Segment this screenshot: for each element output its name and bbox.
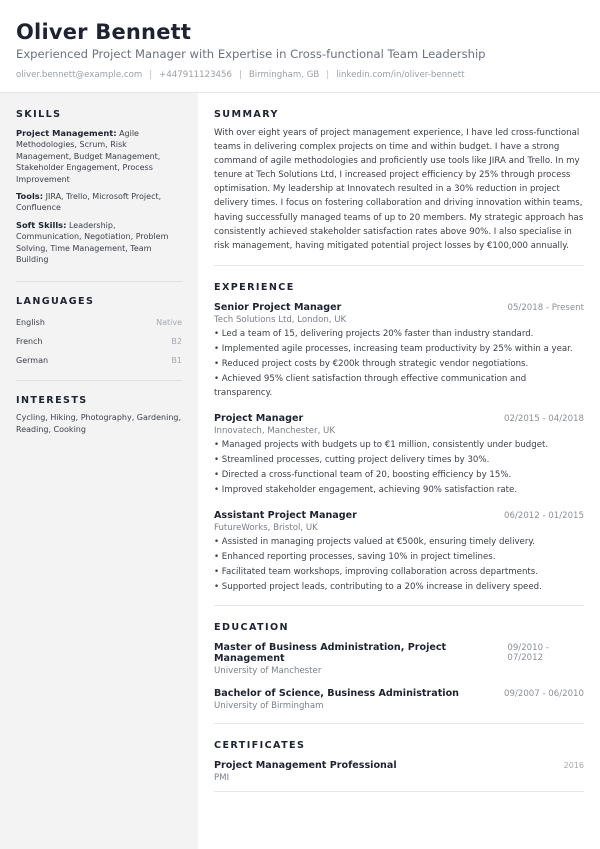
sidebar <box>0 93 198 849</box>
language-level: B1 <box>171 356 182 366</box>
skill-group-text: Agile Methodologies, Scrum, Risk Management, Budget Management, Stakeholder Engagement, Process Improvement <box>16 129 161 184</box>
languages-heading: LANGUAGES <box>16 296 95 308</box>
degree-title: Bachelor of Science, Business Administration <box>214 687 459 699</box>
skill-group-label: Project Management: <box>16 128 117 138</box>
job-bullet: • Streamlined processes, cutting project delivery times by 30%. <box>214 455 490 466</box>
job-company: Innovatech, Manchester, UK <box>214 426 335 437</box>
experience-section <box>214 266 584 606</box>
job-bullet: • Supported project leads, contributing to a 20% increase in delivery speed. <box>214 581 542 592</box>
education-entry <box>214 688 584 711</box>
certificates-section <box>214 724 584 792</box>
skills-heading: SKILLS <box>16 109 62 120</box>
job-entry <box>214 413 584 498</box>
job-bullet: • Facilitated team workshops, improving collaboration across departments. <box>214 566 538 577</box>
candidate-headline: Experienced Project Manager with Expertise in Cross-functional Team Leadership <box>16 47 486 61</box>
job-bullet: • Managed projects with budgets up to €1 million, consistently under budget. <box>214 440 549 451</box>
skill-group-text: Leadership, Communication, Negotiation, Problem Solving, Time Management, Team Building <box>16 220 169 265</box>
language-row <box>16 313 182 332</box>
language-name: German <box>16 356 49 366</box>
skills-section <box>16 93 182 282</box>
language-level: B2 <box>171 337 182 347</box>
job-date: 05/2018 - Present <box>507 302 584 313</box>
skill-group <box>16 220 182 266</box>
job-bullets <box>214 535 584 595</box>
summary-text: With over eight years of project management experience, I have led cross-functional teams in delivering complex projects on time and within budget. I have a strong command of agile methodologies and proficiently use tools like JIRA and Trello. In my tenure at Tech Solutions Ltd, I increased project efficiency by 25% through process optimisation. My leadership at Innovatech resulted in a 30% reduction in project delivery times. I focus on fostering collaboration and driving innovation within teams, having successfully managed teams of up to 20 members. My strategic approach has consistently achieved stakeholder satisfaction rates above 90%. I also specialise in risk management, having mitigated potential project losses by €100,000 annually. <box>214 128 584 251</box>
education-heading: EDUCATION <box>214 621 289 633</box>
job-entry <box>214 510 584 595</box>
job-company: Tech Solutions Ltd, London, UK <box>214 314 347 325</box>
contact-line <box>16 70 584 80</box>
job-title: Senior Project Manager <box>214 301 342 313</box>
job-bullet: • Reduced project costs by €200k through strategic vendor negotiations. <box>214 358 529 369</box>
job-date: 02/2015 - 04/2018 <box>504 414 584 425</box>
contact-linkedin[interactable]: linkedin.com/in/oliver-bennett <box>336 70 465 80</box>
certificates-heading: CERTIFICATES <box>214 739 306 751</box>
skill-group-label: Soft Skills: <box>16 219 67 230</box>
job-bullet: • Improved stakeholder engagement, achieving 90% satisfaction rate. <box>214 485 518 496</box>
main-content <box>198 93 600 849</box>
certificate-issuer: PMI <box>214 772 230 783</box>
job-bullet: • Achieved 95% client satisfaction through effective communication and transparency. <box>214 373 527 399</box>
contact-separator: | <box>149 70 153 80</box>
certificate-year: 2016 <box>563 760 584 770</box>
language-name: English <box>16 318 45 328</box>
summary-section <box>214 93 584 266</box>
certificate-name: Project Management Professional <box>214 759 397 771</box>
language-name: French <box>16 337 43 347</box>
summary-heading: SUMMARY <box>214 109 279 120</box>
contact-separator: | <box>238 70 242 80</box>
job-company: FutureWorks, Bristol, UK <box>214 523 318 533</box>
languages-section <box>16 282 182 381</box>
education-entry <box>214 642 584 676</box>
education-date: 09/2007 - 06/2010 <box>504 688 584 699</box>
skill-group-text: JIRA, Trello, Microsoft Project, Confluence <box>16 192 162 213</box>
contact-phone[interactable]: +447911123456 <box>159 70 232 80</box>
job-entry <box>214 302 584 402</box>
language-row <box>16 351 182 370</box>
interests-heading: INTERESTS <box>16 395 88 407</box>
contact-separator: | <box>326 70 330 80</box>
education-section <box>214 606 584 724</box>
candidate-name: Oliver Bennett <box>16 20 192 44</box>
job-title: Project Manager <box>214 413 304 425</box>
contact-location: Birmingham, GB <box>248 70 320 80</box>
experience-heading: EXPERIENCE <box>214 281 295 293</box>
interests-section <box>16 381 182 436</box>
job-bullet: • Led a team of 15, delivering projects 20% faster than industry standard. <box>214 328 534 339</box>
skill-group <box>16 128 182 185</box>
school-name: University of Birmingham <box>214 700 324 711</box>
interests-list: Cycling, Hiking, Photography, Gardening, Reading, Cooking <box>16 413 182 435</box>
skill-group <box>16 191 182 214</box>
language-level: Native <box>156 318 182 328</box>
job-bullet: • Implemented agile processes, increasing team productivity by 25% within a year. <box>214 343 573 354</box>
job-date: 06/2012 - 01/2015 <box>504 511 584 521</box>
degree-title: Master of Business Administration, Project Management <box>214 641 447 664</box>
contact-email[interactable]: oliver.bennett@example.com <box>16 70 143 80</box>
school-name: University of Manchester <box>214 665 322 676</box>
job-bullet: • Enhanced reporting processes, saving 10% in project timelines. <box>214 551 496 562</box>
resume-header <box>0 0 600 93</box>
language-row <box>16 332 182 351</box>
certificate-entry <box>214 760 584 783</box>
job-bullet: • Directed a cross-functional team of 20, boosting efficiency by 15%. <box>214 470 512 481</box>
job-title: Assistant Project Manager <box>214 510 357 521</box>
education-date: 09/2010 - 07/2012 <box>507 642 549 663</box>
job-bullets <box>214 438 584 498</box>
job-bullet: • Assisted in managing projects valued at €500k, ensuring timely delivery. <box>214 537 535 547</box>
job-bullets <box>214 327 584 402</box>
skill-group-label: Tools: <box>16 191 44 202</box>
